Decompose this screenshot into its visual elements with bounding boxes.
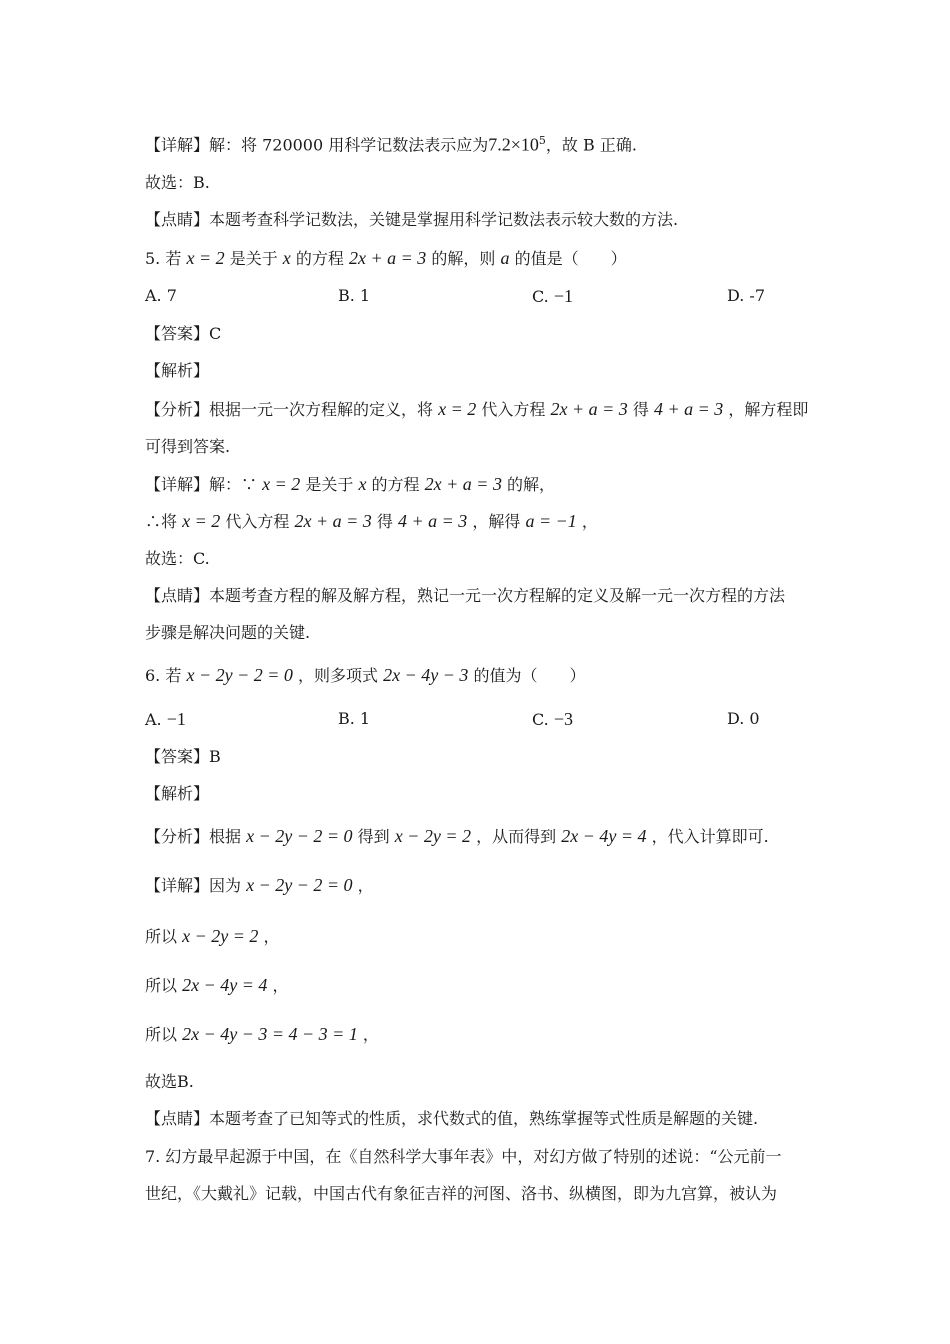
option-6c — [532, 708, 573, 731]
math-expression: −1 — [553, 286, 573, 306]
math-expression: 2x + a = 3 — [424, 474, 502, 494]
text: 的方程 — [295, 249, 344, 268]
math-expression: x = 2 — [186, 248, 225, 268]
comment-line-cont: 步骤是解决问题的关键. — [145, 623, 311, 642]
analysis-line — [145, 825, 769, 848]
text: 【详解】因为 — [145, 876, 242, 895]
math-expression: x = 2 — [262, 474, 301, 494]
text: 【详解】解：将 720000 用科学记数法表示应为 — [145, 135, 489, 155]
text: 6. 若 — [145, 666, 182, 685]
text: 是关于 — [305, 475, 354, 494]
math-expression: x − 2y = 2 — [182, 926, 259, 946]
text: 【分析】根据一元一次方程解的定义，将 — [145, 400, 434, 419]
exponent: 5 — [538, 134, 546, 147]
detail-line-2 — [145, 510, 598, 533]
analysis-line-cont: 可得到答案. — [145, 437, 231, 456]
text: 代入方程 — [225, 512, 290, 531]
question-6 — [145, 664, 585, 687]
comment-line: 【点睛】本题考查了已知等式的性质，求代数式的值，熟练掌握等式性质是解题的关键. — [145, 1109, 759, 1128]
math-expression: 2x − 4y = 4 — [561, 826, 647, 846]
math-expression: x — [282, 248, 291, 268]
text: 得 — [376, 512, 393, 531]
detail-line — [145, 874, 374, 897]
text: ， — [581, 512, 598, 531]
text: 是关于 — [229, 249, 278, 268]
detail-step — [145, 1023, 379, 1046]
text: 的解，则 — [431, 249, 496, 268]
math-expression: 2x − 4y − 3 = 4 − 3 = 1 — [182, 1024, 358, 1044]
math-expression: x − 2y − 2 = 0 — [186, 665, 293, 685]
answer-choice-line: 故选：B. — [145, 173, 210, 192]
text: ，解得 — [472, 512, 521, 531]
text: 所以 — [145, 976, 178, 995]
text: 所以 — [145, 927, 178, 946]
detail-step — [145, 974, 289, 997]
text: ，故 B 正确. — [545, 135, 637, 155]
text: 5. 若 — [145, 249, 182, 268]
math-expression: x − 2y = 2 — [394, 826, 472, 846]
math-expression: x − 2y − 2 = 0 — [246, 826, 353, 846]
math-expression: a — [500, 248, 510, 268]
text: 的值为（ ） — [473, 666, 586, 685]
text: ∴将 — [145, 512, 178, 531]
text: 的解， — [507, 475, 556, 494]
answer-label: 【答案】B — [145, 747, 221, 766]
answer-choice-line: 故选B. — [145, 1072, 194, 1091]
detail-line-q4 — [145, 130, 637, 156]
text: 的值是（ ） — [514, 249, 627, 268]
math-expression: 2x − 4y = 4 — [182, 975, 268, 995]
math-expression: 2x + a = 3 — [349, 248, 427, 268]
text: ，解方程即 — [728, 400, 809, 419]
option-6a — [145, 708, 186, 731]
analysis-label: 【解析】 — [145, 784, 210, 803]
text: 的方程 — [371, 475, 420, 494]
math-expression: 4 + a = 3 — [397, 511, 468, 531]
question-7: 7. 幻方最早起源于中国，在《自然科学大事年表》中，对幻方做了特别的述说：“公元前一 — [145, 1147, 782, 1166]
text: 【详解】解：∵ — [145, 475, 258, 494]
text: 【分析】根据 — [145, 827, 242, 846]
detail-line — [145, 473, 555, 496]
question-5 — [145, 247, 627, 270]
comment-line: 【点睛】本题考查科学记数法，关键是掌握用科学记数法表示较大数的方法. — [145, 210, 679, 229]
text: 得到 — [357, 827, 390, 846]
math-expression: 7.2×10 — [488, 134, 539, 155]
text: ， — [362, 1025, 379, 1044]
math-expression: a = −1 — [525, 511, 577, 531]
math-expression: −3 — [553, 709, 573, 729]
math-expression: x = 2 — [182, 511, 221, 531]
math-expression: −1 — [166, 709, 186, 729]
text: ， — [357, 876, 374, 895]
analysis-label: 【解析】 — [145, 361, 210, 380]
text: 代入方程 — [481, 400, 546, 419]
text: ，则多项式 — [297, 666, 378, 685]
option-6b: B. 1 — [338, 709, 371, 728]
option-5b: B. 1 — [338, 286, 371, 305]
text: 得 — [632, 400, 649, 419]
text: A. — [145, 710, 167, 729]
question-7-cont: 世纪，《大戴礼》记载，中国古代有象征吉祥的河图、洛书、纵横图，即为九宫算，被认为 — [145, 1184, 778, 1203]
option-5d: D. -7 — [727, 286, 766, 305]
math-expression: 4 + a = 3 — [653, 399, 724, 419]
text: C. — [532, 710, 554, 729]
detail-step — [145, 925, 280, 948]
text: ， — [272, 976, 289, 995]
text: ， — [263, 927, 280, 946]
math-expression: 2x − 4y − 3 — [383, 665, 469, 685]
answer-label: 【答案】C — [145, 324, 222, 343]
option-6d: D. 0 — [727, 709, 760, 728]
math-expression: x = 2 — [438, 399, 477, 419]
text: C. — [532, 287, 554, 306]
text: ，代入计算即可. — [651, 827, 769, 846]
math-expression: x − 2y − 2 = 0 — [246, 875, 353, 895]
comment-line: 【点睛】本题考查方程的解及解方程，熟记一元一次方程解的定义及解一元一次方程的方法 — [145, 586, 786, 605]
analysis-line — [145, 398, 808, 421]
math-expression: x — [358, 474, 367, 494]
text: 所以 — [145, 1025, 178, 1044]
text: ，从而得到 — [476, 827, 557, 846]
math-expression: 2x + a = 3 — [294, 511, 372, 531]
math-expression: 2x + a = 3 — [550, 399, 628, 419]
answer-choice-line: 故选：C. — [145, 549, 210, 568]
option-5c — [532, 285, 573, 308]
option-5a: A. 7 — [145, 286, 177, 305]
